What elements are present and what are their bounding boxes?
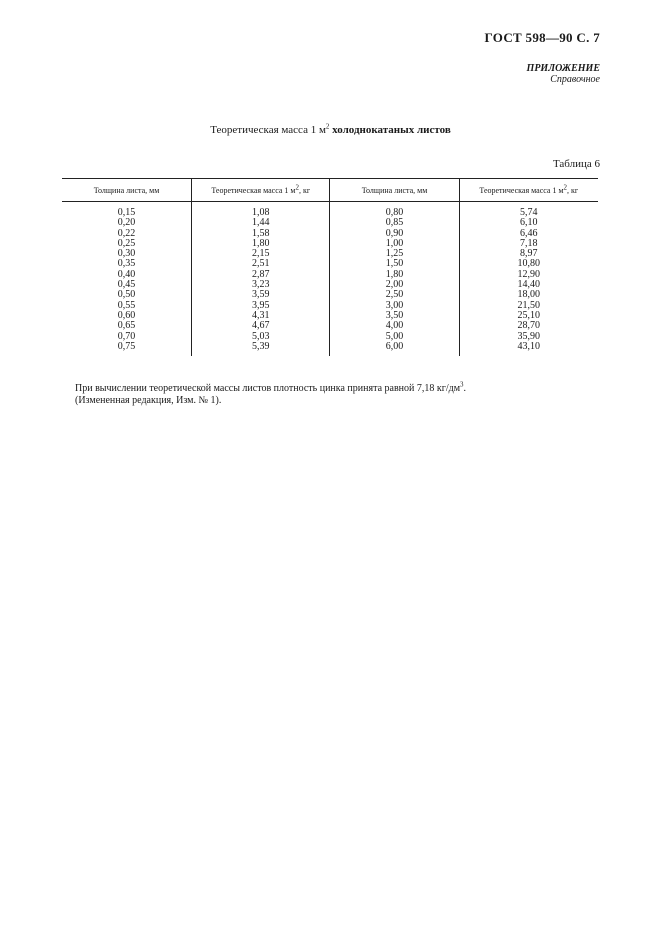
table-cell: 2,50 (330, 290, 459, 300)
table-cell: 12,90 (459, 270, 598, 280)
table-cell: 0,65 (117, 320, 136, 332)
table-cell: 0,70 (117, 330, 136, 342)
table-cell: 8,97 (459, 249, 598, 259)
column-header: Толщина листа, мм (330, 179, 459, 202)
table-cell: 4,31 (191, 311, 330, 321)
column-header: Теоретическая масса 1 $м^2$, кг (459, 179, 598, 202)
table-cell: 2,15 (191, 249, 330, 259)
table-row (62, 218, 598, 228)
table-cell: 5,00 (330, 332, 459, 342)
table-cell: 35,90 (459, 332, 598, 342)
table-cell: 5,03 (191, 332, 330, 342)
table-cell: 0,22 (117, 227, 136, 239)
table-cell: 3,59 (191, 290, 330, 300)
table-cell: 0,55 (117, 299, 136, 311)
table-cell: 25,10 (459, 311, 598, 321)
table-cell: 1,08 (191, 202, 330, 219)
table-cell: 0,60 (117, 309, 136, 321)
table-cell: 4,67 (191, 321, 330, 331)
table-cell: 2,51 (191, 259, 330, 269)
table-cell: 6,00 (330, 342, 459, 356)
table-cell: 1,44 (191, 218, 330, 228)
table-cell: 5,74 (459, 202, 598, 219)
appendix-label-block (527, 63, 600, 85)
title-prefix: Теоретическая масса 1 м (210, 124, 326, 136)
table-cell: 0,35 (117, 258, 136, 270)
table-cell: 4,00 (330, 321, 459, 331)
table-cell: 0,50 (117, 289, 136, 301)
table-row (62, 342, 598, 356)
document-code: ГОСТ 598—90 С. 7 (484, 30, 600, 45)
table-cell: 7,18 (459, 239, 598, 249)
table-cell: 0,40 (117, 268, 136, 280)
footnote (75, 380, 467, 407)
table-cell: 6,46 (459, 229, 598, 239)
table-cell: 3,23 (191, 280, 330, 290)
mass-table (62, 178, 598, 356)
table-cell: 3,95 (191, 301, 330, 311)
table-cell: 0,80 (330, 202, 459, 219)
table-cell: 5,39 (191, 342, 330, 356)
table-cell: 1,80 (330, 270, 459, 280)
table-cell: 18,00 (459, 290, 598, 300)
table-cell: 10,80 (459, 259, 598, 269)
table-cell: 0,15 (117, 207, 136, 218)
appendix-label: ПРИЛОЖЕНИЕ (526, 63, 600, 74)
table-cell: 1,80 (191, 239, 330, 249)
table-row (62, 202, 598, 219)
table-body (62, 202, 598, 356)
table-cell: 1,00 (330, 239, 459, 249)
table-cell: 2,00 (330, 280, 459, 290)
table-cell: 0,90 (330, 229, 459, 239)
table-cell: 0,75 (117, 340, 136, 352)
title-superscript: 2 (325, 122, 330, 131)
table-cell: 0,85 (330, 218, 459, 228)
table-row (62, 239, 598, 249)
column-header: Теоретическая масса 1 $м^2$, кг (191, 179, 330, 202)
table-cell: 0,45 (117, 279, 136, 291)
table-cell: 3,00 (330, 301, 459, 311)
table-row (62, 229, 598, 239)
footnote-density: При вычислении теоретической массы листов плотность цинка принята равной 7,18 $кг/дм^3$. (75, 380, 467, 394)
column-header: Толщина листа, мм (62, 179, 191, 202)
table-cell: 1,58 (191, 229, 330, 239)
title-bold: холоднокатаных листов (332, 124, 451, 136)
footnote-revision: (Измененная редакция, Изм. № 1). (75, 395, 222, 406)
table-title (0, 124, 661, 136)
table-cell: 1,25 (330, 249, 459, 259)
table-cell: 0,25 (117, 237, 136, 249)
table-cell: 14,40 (459, 280, 598, 290)
table-cell: 43,10 (459, 342, 598, 356)
appendix-sublabel: Справочное (550, 74, 600, 85)
table-cell: 1,50 (330, 259, 459, 269)
table-header-row (62, 179, 598, 202)
table-cell: 3,50 (330, 311, 459, 321)
table-cell: 2,87 (191, 270, 330, 280)
table-cell: 6,10 (459, 218, 598, 228)
table-cell: 21,50 (459, 301, 598, 311)
table-cell: 0,30 (117, 248, 136, 260)
table-caption: Таблица 6 (552, 158, 600, 170)
table-cell: 28,70 (459, 321, 598, 331)
table-cell: 0,20 (117, 217, 136, 229)
